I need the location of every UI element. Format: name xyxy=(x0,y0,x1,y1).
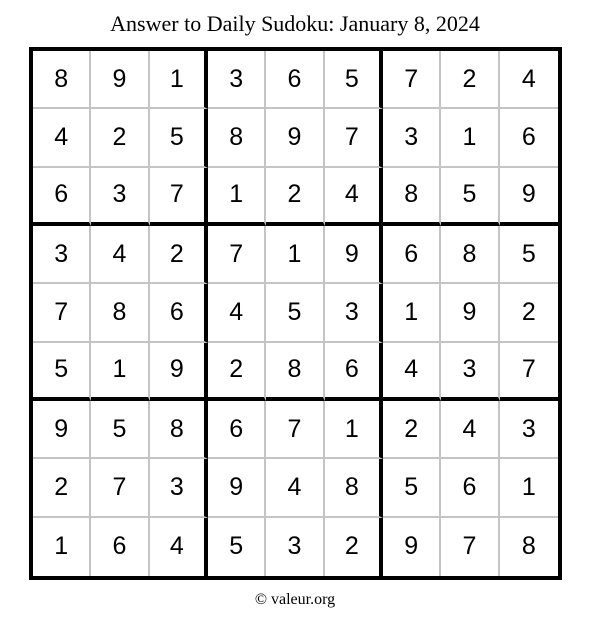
sudoku-cell-r7-c5: 7 xyxy=(266,401,324,459)
sudoku-cell-r5-c2: 8 xyxy=(91,284,149,342)
sudoku-cell-r7-c9: 3 xyxy=(500,401,558,459)
sudoku-cell-r8-c6: 8 xyxy=(325,459,383,517)
sudoku-cell-r4-c7: 6 xyxy=(383,226,441,284)
sudoku-cell-r1-c3: 1 xyxy=(150,51,208,109)
page-title: Answer to Daily Sudoku: January 8, 2024 xyxy=(110,11,480,36)
sudoku-cell-r7-c2: 5 xyxy=(91,401,149,459)
sudoku-cell-r4-c8: 8 xyxy=(441,226,499,284)
sudoku-cell-r7-c1: 9 xyxy=(33,401,91,459)
copyright-footer: © valeur.org xyxy=(254,591,336,608)
sudoku-cell-r5-c4: 4 xyxy=(208,284,266,342)
sudoku-cell-r1-c7: 7 xyxy=(383,51,441,109)
sudoku-cell-r9-c4: 5 xyxy=(208,518,266,576)
sudoku-cell-r7-c6: 1 xyxy=(325,401,383,459)
sudoku-cell-r7-c8: 4 xyxy=(441,401,499,459)
sudoku-cell-r7-c7: 2 xyxy=(383,401,441,459)
sudoku-cell-r2-c7: 3 xyxy=(383,109,441,167)
sudoku-cell-r4-c6: 9 xyxy=(325,226,383,284)
sudoku-cell-r8-c7: 5 xyxy=(383,459,441,517)
sudoku-cell-r2-c9: 6 xyxy=(500,109,558,167)
sudoku-cell-r3-c9: 9 xyxy=(500,168,558,226)
sudoku-cell-r9-c5: 3 xyxy=(266,518,324,576)
sudoku-cell-r4-c5: 1 xyxy=(266,226,324,284)
sudoku-cell-r2-c2: 2 xyxy=(91,109,149,167)
sudoku-cell-r4-c3: 2 xyxy=(150,226,208,284)
sudoku-cell-r9-c1: 1 xyxy=(33,518,91,576)
sudoku-cell-r6-c6: 6 xyxy=(325,343,383,401)
sudoku-cell-r2-c8: 1 xyxy=(441,109,499,167)
sudoku-cell-r2-c6: 7 xyxy=(325,109,383,167)
sudoku-cell-r6-c2: 1 xyxy=(91,343,149,401)
sudoku-cell-r6-c4: 2 xyxy=(208,343,266,401)
sudoku-cell-r5-c1: 7 xyxy=(33,284,91,342)
sudoku-cell-r4-c4: 7 xyxy=(208,226,266,284)
sudoku-cell-r6-c7: 4 xyxy=(383,343,441,401)
sudoku-cell-r2-c1: 4 xyxy=(33,109,91,167)
sudoku-cell-r3-c6: 4 xyxy=(325,168,383,226)
sudoku-cell-r5-c3: 6 xyxy=(150,284,208,342)
sudoku-cell-r4-c9: 5 xyxy=(500,226,558,284)
sudoku-cell-r7-c4: 6 xyxy=(208,401,266,459)
sudoku-cell-r6-c5: 8 xyxy=(266,343,324,401)
sudoku-cell-r1-c6: 5 xyxy=(325,51,383,109)
sudoku-cell-r1-c4: 3 xyxy=(208,51,266,109)
sudoku-cell-r2-c4: 8 xyxy=(208,109,266,167)
sudoku-cell-r3-c2: 3 xyxy=(91,168,149,226)
sudoku-cell-r9-c8: 7 xyxy=(441,518,499,576)
sudoku-cell-r8-c5: 4 xyxy=(266,459,324,517)
sudoku-cell-r4-c1: 3 xyxy=(33,226,91,284)
sudoku-cell-r9-c7: 9 xyxy=(383,518,441,576)
sudoku-cell-r8-c4: 9 xyxy=(208,459,266,517)
sudoku-cell-r3-c4: 1 xyxy=(208,168,266,226)
sudoku-cell-r3-c3: 7 xyxy=(150,168,208,226)
sudoku-cell-r1-c5: 6 xyxy=(266,51,324,109)
sudoku-cell-r3-c5: 2 xyxy=(266,168,324,226)
sudoku-cell-r6-c1: 5 xyxy=(33,343,91,401)
sudoku-cell-r5-c7: 1 xyxy=(383,284,441,342)
sudoku-cell-r9-c6: 2 xyxy=(325,518,383,576)
sudoku-cell-r2-c5: 9 xyxy=(266,109,324,167)
sudoku-cell-r8-c2: 7 xyxy=(91,459,149,517)
sudoku-cell-r3-c7: 8 xyxy=(383,168,441,226)
sudoku-cell-r5-c9: 2 xyxy=(500,284,558,342)
sudoku-cell-r9-c9: 8 xyxy=(521,532,536,561)
sudoku-cell-r5-c8: 9 xyxy=(441,284,499,342)
sudoku-cell-r4-c2: 4 xyxy=(91,226,149,284)
sudoku-cell-r8-c8: 6 xyxy=(441,459,499,517)
sudoku-cell-r6-c8: 3 xyxy=(441,343,499,401)
sudoku-cell-r8-c3: 3 xyxy=(150,459,208,517)
sudoku-cell-r9-c2: 6 xyxy=(91,518,149,576)
sudoku-board xyxy=(29,47,562,580)
sudoku-cell-r1-c1: 8 xyxy=(33,51,91,109)
sudoku-cell-r5-c6: 3 xyxy=(325,284,383,342)
sudoku-cell-r1-c8: 2 xyxy=(441,51,499,109)
sudoku-cell-r1-c9: 4 xyxy=(500,51,558,109)
sudoku-cell-r8-c9: 1 xyxy=(500,459,558,517)
sudoku-cell-r3-c1: 6 xyxy=(33,168,91,226)
sudoku-cell-r2-c3: 5 xyxy=(150,109,208,167)
sudoku-cell-r9-c3: 4 xyxy=(150,518,208,576)
sudoku-cell-r5-c5: 5 xyxy=(266,284,324,342)
sudoku-cell-r3-c8: 5 xyxy=(441,168,499,226)
sudoku-cell-r8-c1: 2 xyxy=(33,459,91,517)
sudoku-cell-r7-c3: 8 xyxy=(150,401,208,459)
sudoku-cell-r6-c9: 7 xyxy=(500,343,558,401)
sudoku-cell-r6-c3: 9 xyxy=(150,343,208,401)
sudoku-cell-r1-c2: 9 xyxy=(91,51,149,109)
